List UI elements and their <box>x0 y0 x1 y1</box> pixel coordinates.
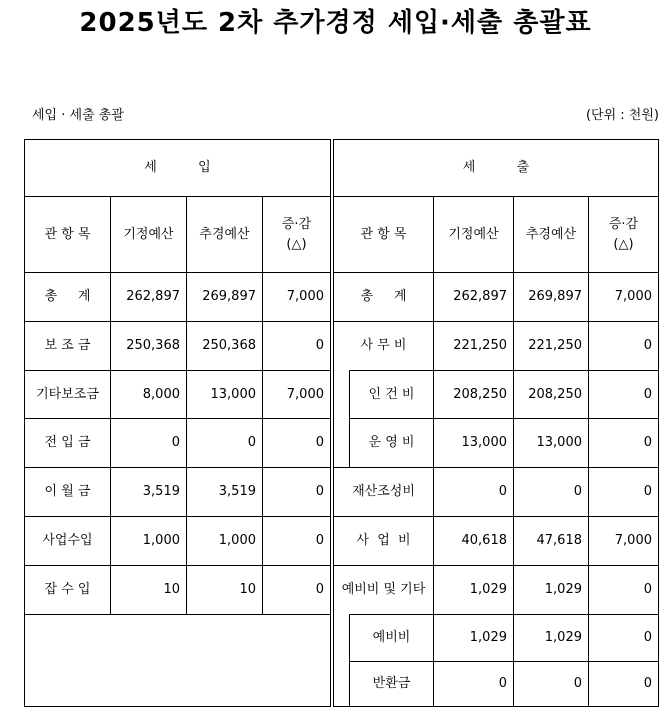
revenue-col-base: 기정예산 <box>123 226 174 242</box>
revenue-row-name: 총 계 <box>44 289 91 304</box>
expenditure-row-name: 재산조성비 <box>352 484 415 499</box>
revenue-row-diff: 0 <box>315 582 324 597</box>
expenditure-col-revised: 추경예산 <box>525 226 577 242</box>
revenue-row-name: 이 월 금 <box>44 484 91 499</box>
revenue-row-revised: 250,368 <box>202 338 256 353</box>
revenue-row-name: 사업수입 <box>42 533 93 548</box>
expenditure-row-base: 0 <box>498 676 507 691</box>
revenue-header: 세 입 <box>144 160 211 175</box>
revenue-row-diff: 0 <box>315 338 324 353</box>
expenditure-row-base: 1,029 <box>469 630 507 645</box>
expenditure-row-base: 13,000 <box>461 435 507 450</box>
page-title: 2025년도 2차 추가경정 세입·세출 총괄표 <box>79 8 592 38</box>
expenditure-row-base: 262,897 <box>453 289 507 304</box>
revenue-row-diff: 7,000 <box>286 386 324 402</box>
revenue-row-revised: 1,000 <box>218 533 256 548</box>
revenue-row-base: 8,000 <box>142 386 180 402</box>
revenue-row-diff: 0 <box>315 484 324 499</box>
revenue-row-diff: 7,000 <box>286 289 324 304</box>
expenditure-row-base: 0 <box>498 484 507 499</box>
expenditure-row-name: 예비비 <box>372 630 411 645</box>
expenditure-row-diff: 0 <box>643 338 652 353</box>
revenue-row-base: 10 <box>163 582 180 597</box>
expenditure-row-revised: 221,250 <box>528 338 582 353</box>
expenditure-row-diff: 0 <box>643 386 652 402</box>
revenue-row-base: 3,519 <box>142 484 180 499</box>
expenditure-row-diff: 0 <box>643 435 652 450</box>
revenue-row-name: 전 입 금 <box>44 435 91 450</box>
expenditure-row-name: 운 영 비 <box>368 435 415 450</box>
expenditure-row-name: 총 계 <box>360 289 407 304</box>
expenditure-row-revised: 1,029 <box>544 630 582 645</box>
expenditure-row-diff: 7,000 <box>614 533 652 548</box>
revenue-row-diff: 0 <box>315 435 324 450</box>
expenditure-row-name: 인 건 비 <box>368 386 415 402</box>
expenditure-row-base: 40,618 <box>461 533 507 548</box>
revenue-row-revised: 269,897 <box>202 289 256 304</box>
expenditure-row-revised: 1,029 <box>544 582 582 597</box>
expenditure-row-diff: 0 <box>643 582 652 597</box>
expenditure-row-name: 예비비 및 기타 <box>341 582 426 597</box>
expenditure-row-revised: 0 <box>573 484 582 499</box>
expenditure-row-revised: 47,618 <box>536 533 582 548</box>
revenue-row-base: 0 <box>171 435 180 450</box>
revenue-row-diff: 0 <box>315 533 324 548</box>
revenue-row-revised: 3,519 <box>218 484 256 499</box>
expenditure-row-revised: 269,897 <box>528 289 582 304</box>
revenue-row-base: 1,000 <box>142 533 180 548</box>
expenditure-row-diff: 0 <box>643 484 652 499</box>
expenditure-row-base: 208,250 <box>453 386 507 402</box>
revenue-col-diff: 증·감 (△) <box>281 216 312 252</box>
expenditure-col-base: 기정예산 <box>448 226 499 242</box>
revenue-row-name: 보 조 금 <box>44 338 91 353</box>
expenditure-row-name: 반환금 <box>372 676 411 691</box>
expenditure-row-base: 1,029 <box>469 582 507 597</box>
revenue-row-name: 기타보조금 <box>36 386 99 402</box>
expenditure-row-base: 221,250 <box>453 338 507 353</box>
expenditure-col-diff: 증·감 (△) <box>608 216 639 252</box>
expenditure-col-name: 관 항 목 <box>360 226 407 242</box>
expenditure-row-revised: 0 <box>573 676 582 691</box>
revenue-row-revised: 13,000 <box>210 386 256 402</box>
revenue-row-revised: 0 <box>247 435 256 450</box>
table-subtitle: 세입 · 세출 총괄 <box>32 108 124 123</box>
expenditure-row-revised: 208,250 <box>528 386 582 402</box>
revenue-col-name: 관 항 목 <box>44 226 91 242</box>
expenditure-row-diff: 7,000 <box>614 289 652 304</box>
revenue-row-base: 262,897 <box>126 289 180 304</box>
expenditure-row-name: 사 무 비 <box>360 338 407 353</box>
revenue-row-name: 잡 수 입 <box>44 582 91 597</box>
revenue-row-base: 250,368 <box>126 338 180 353</box>
revenue-row-revised: 10 <box>239 582 256 597</box>
unit-label: (단위 : 천원) <box>585 108 659 123</box>
expenditure-row-diff: 0 <box>643 630 652 645</box>
revenue-col-revised: 추경예산 <box>199 226 250 242</box>
expenditure-row-diff: 0 <box>643 676 652 691</box>
expenditure-header: 세 출 <box>462 160 530 175</box>
expenditure-row-name: 사 업 비 <box>356 533 411 548</box>
expenditure-row-revised: 13,000 <box>536 435 582 450</box>
